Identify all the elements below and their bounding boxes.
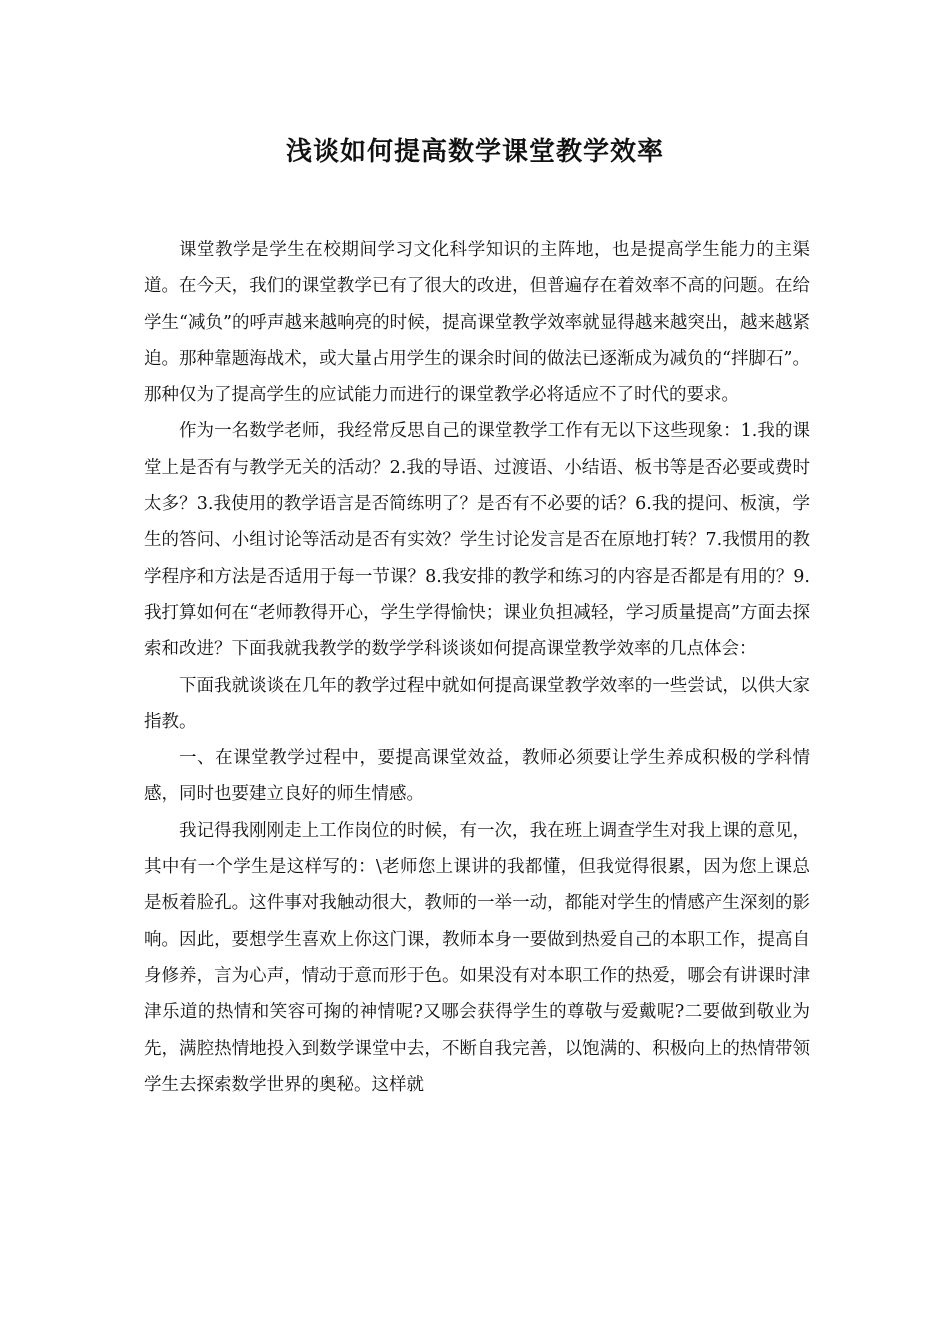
document-title: 浅谈如何提高数学课堂教学效率 bbox=[285, 137, 664, 167]
document-body bbox=[144, 232, 810, 1103]
paragraph-intro: 课堂教学是学生在校期间学习文化科学知识的主阵地，也是提高学生能力的主渠道。在今天，我们的课堂教学已有了很大的改进，但普遍存在着效率不高的问题。在给学生“减负”的呼声越来越响亮的时候，提高课堂教学效率就显得越来越突出，越来越紧迫。那种靠题海战术，或大量占用学生的课余时间的做法已逐渐成为减负的“拌脚石”。那种仅为了提高学生的应试能力而进行的课堂教学必将适应不了时代的要求。 bbox=[144, 240, 810, 406]
paragraph-reflection: 作为一名数学老师，我经常反思自己的课堂教学工作有无以下这些现象：1.我的课堂上是否有与教学无关的活动？2.我的导语、过渡语、小结语、板书等是否必要或费时太多？3.我使用的教学语言是否简练明了？是否有不必要的话？6.我的提问、板演，学生的答问、小组讨论等活动是否有实效？学生讨论发言是否在原地打转？7.我惯用的教学程序和方法是否适用于每一节课？8.我安排的教学和练习的内容是否都是有用的？9.我打算如何在“老师教得开心，学生学得愉快；课业负担减轻，学习质量提高”方面去探索和改进？下面我就我教学的数学学科谈谈如何提高课堂教学效率的几点体会： bbox=[144, 421, 810, 660]
paragraph-point-one: 一、在课堂教学过程中，要提高课堂效益，教师必须要让学生养成积极的学科情感，同时也要建立良好的师生情感。 bbox=[144, 748, 810, 805]
paragraph-transition: 下面我就谈谈在几年的教学过程中就如何提高课堂教学效率的一些尝试，以供大家指教。 bbox=[144, 675, 810, 732]
paragraph-anecdote: 我记得我刚刚走上工作岗位的时候，有一次，我在班上调查学生对我上课的意见，其中有一个学生是这样写的：\老师您上课讲的我都懂，但我觉得很累，因为您上课总是板着脸孔。这件事对我触动很大，教师的一举一动，都能对学生的情感产生深刻的影响。因此，要想学生喜欢上你这门课，教师本身一要做到热爱自己的本职工作，提高自身修养，言为心声，情动于意而形于色。如果没有对本职工作的热爱，哪会有讲课时津津乐道的热情和笑容可掬的神情呢?又哪会获得学生的尊敬与爱戴呢?二要做到敬业为先，满腔热情地投入到数学课堂中去，不断自我完善，以饱满的、积极向上的热情带领学生去探索数学世界的奥秘。这样就 bbox=[144, 820, 810, 1095]
